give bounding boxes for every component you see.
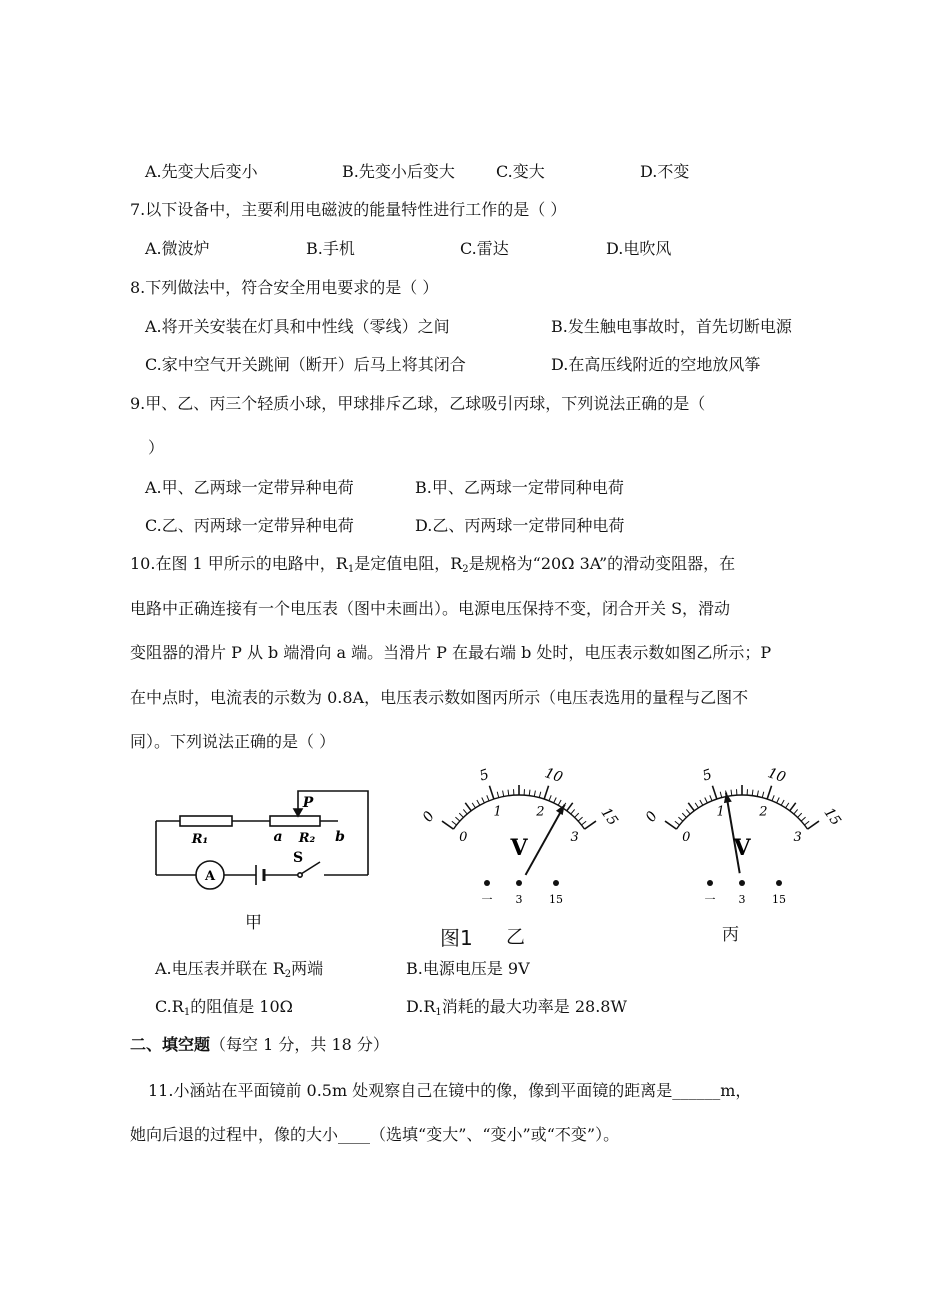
- meter-tick: [539, 792, 541, 798]
- meter-tick: [695, 803, 698, 808]
- meter-tick: [712, 786, 716, 799]
- meter-tick: [567, 803, 573, 811]
- meter-lower-label-0: 0: [682, 829, 691, 845]
- meter-upper-label-5: 5: [700, 766, 715, 785]
- meter-tick: [575, 813, 579, 817]
- meter-tick: [720, 792, 722, 798]
- q10-option-b: B.电源电压是 9V: [406, 959, 530, 978]
- meter-tick: [752, 790, 753, 796]
- q8-stem: 8.下列做法中，符合安全用电要求的是（ ）: [130, 278, 439, 297]
- meter-unit: V: [733, 835, 751, 861]
- meter-tick: [529, 790, 530, 796]
- q9-option-a: A.甲、乙两球一定带异种电荷: [145, 478, 354, 497]
- terminal-dot-minus: [707, 880, 713, 886]
- terminal-label-15: 15: [549, 893, 563, 906]
- meter-tick: [808, 821, 819, 829]
- meter-scale: [442, 785, 596, 829]
- terminal-dot-3: [516, 880, 522, 886]
- ammeter-label: A: [204, 869, 216, 884]
- q6-option-d: D.不变: [640, 162, 690, 181]
- meter-tick: [678, 817, 682, 821]
- meter-tick: [463, 809, 467, 814]
- terminal-dot-minus: [484, 880, 490, 886]
- voltmeter-yi: [415, 755, 635, 915]
- circuit-r1-label: R₁: [191, 832, 209, 847]
- meter-tick: [757, 791, 758, 797]
- meter-tick: [472, 803, 475, 808]
- q8-option-b: B.发生触电事故时，首先切断电源: [551, 317, 792, 336]
- caption-yi: 乙: [506, 926, 526, 948]
- meter-lower-label-2: 2: [536, 804, 545, 820]
- meter-tick: [585, 821, 596, 829]
- terminal-dot-15: [553, 880, 559, 886]
- meter-needle: [526, 805, 565, 875]
- q7-option-c: C.雷达: [460, 239, 509, 258]
- meter-upper-label-0: 0: [419, 808, 439, 826]
- meter-tick: [786, 803, 789, 808]
- meter-upper-label-15: 15: [597, 805, 621, 829]
- meter-tick: [578, 817, 582, 821]
- terminal-label-3: 3: [738, 893, 746, 906]
- meter-tick: [777, 797, 780, 802]
- meter-tick: [794, 809, 798, 814]
- meter-tick: [682, 813, 686, 817]
- terminal-label-minus: 一: [704, 893, 716, 906]
- meter-tick: [455, 817, 459, 821]
- meter-tick: [554, 797, 557, 802]
- q10-option-d: $D.R_1$消耗的最大功率是 28.8W: [406, 997, 627, 1018]
- meter-tick: [508, 790, 509, 796]
- needle-arrowhead: [724, 793, 732, 804]
- meter-tick: [772, 795, 774, 801]
- meter-tick: [465, 803, 471, 811]
- q9-stem-line1: 9.甲、乙、丙三个轻质小球，甲球排斥乙球，乙球吸引丙球，下列说法正确的是（: [130, 394, 706, 413]
- caption-bing: 丙: [722, 925, 739, 945]
- q6-option-a: A.先变大后变小: [145, 162, 258, 181]
- meter-tick: [534, 791, 535, 797]
- figure-number: 图1: [440, 926, 473, 950]
- q9-option-b: B.甲、乙两球一定带同种电荷: [415, 478, 624, 497]
- q7-stem: 7.以下设备中，主要利用电磁波的能量特性进行工作的是（ ）: [130, 200, 567, 219]
- meter-arc: [676, 795, 807, 829]
- meter-tick: [665, 821, 676, 829]
- q11-line1: 11.小涵站在平面镜前 0.5m 处观察自己在镜中的像，像到平面镜的距离是______m，: [148, 1081, 752, 1100]
- meter-tick: [558, 800, 561, 805]
- circuit-b-label: b: [335, 829, 345, 845]
- q7-option-a: A.微波炉: [145, 239, 210, 258]
- meter-tick: [549, 795, 551, 801]
- meter-tick: [705, 797, 708, 802]
- q10-stem-line4: 在中点时，电流表的示数为 0.8A，电压表示数如图丙所示（电压表选用的量程与乙图不: [130, 688, 749, 707]
- caption-jia: 甲: [245, 913, 262, 933]
- terminal-dot-3: [739, 880, 745, 886]
- q8-option-c: C.家中空气开关跳闸（断开）后马上将其闭合: [145, 355, 466, 374]
- meter-tick: [544, 786, 548, 799]
- q8-option-a: A.将开关安装在灯具和中性线（零线）之间: [145, 317, 450, 336]
- section2-title: 二、填空题: [130, 1035, 211, 1054]
- switch-label: S: [292, 850, 304, 866]
- meter-tick: [497, 792, 499, 798]
- meter-arc: [453, 795, 584, 829]
- meter-unit: V: [510, 835, 528, 861]
- q7-option-b: B.手机: [306, 239, 355, 258]
- terminal-label-minus: 一: [481, 893, 493, 906]
- q9-option-c: C.乙、丙两球一定带异种电荷: [145, 516, 354, 535]
- meter-tick: [452, 821, 457, 825]
- meter-tick: [686, 809, 690, 814]
- meter-tick: [801, 817, 805, 821]
- meter-lower-label-3: 3: [570, 829, 579, 845]
- circuit-a-label: a: [273, 829, 283, 845]
- meter-tick: [477, 800, 480, 805]
- q10-option-a: A.电压表并联在 $R_2$两端: [155, 959, 324, 980]
- meter-tick: [767, 786, 771, 799]
- q11-line2: 她向后退的过程中，像的大小____（选填“变大”、“变小”或“不变”）。: [130, 1125, 620, 1144]
- q10-stem-line1: 10.在图 1 甲所示的电路中，$R_1$是定值电阻，$R_2$是规格为“20Ω 3A”的滑动变阻器，在: [130, 554, 736, 575]
- meter-upper-label-5: 5: [477, 766, 492, 785]
- q10-stem-line5: 同）。下列说法正确的是（ ）: [130, 732, 336, 751]
- meter-lower-label-2: 2: [759, 804, 768, 820]
- q6-option-c: C.变大: [496, 162, 545, 181]
- meter-tick: [798, 813, 802, 817]
- q9-option-d: D.乙、丙两球一定带同种电荷: [415, 516, 625, 535]
- q11-blank-2[interactable]: ____: [338, 1125, 371, 1144]
- meter-lower-label-3: 3: [793, 829, 802, 845]
- q8-option-d: D.在高压线附近的空地放风筝: [551, 355, 761, 374]
- meter-tick: [781, 800, 784, 805]
- meter-upper-label-15: 15: [820, 805, 844, 829]
- section2-heading: [130, 1034, 389, 1056]
- meter-tick: [503, 791, 504, 797]
- meter-tick: [700, 800, 703, 805]
- circuit-diagram: [148, 785, 378, 895]
- q10-option-c: $C.R_1$的阻值是 10Ω: [155, 997, 293, 1018]
- q10-stem-line3: 变阻器的滑片 P 从 b 端滑向 a 端。当滑片 P 在最右端 b 处时，电压表示数如图乙所示；P: [130, 643, 772, 662]
- terminal-label-15: 15: [772, 893, 786, 906]
- meter-tick: [581, 821, 586, 825]
- terminal-dot-15: [776, 880, 782, 886]
- meter-upper-label-0: 0: [642, 808, 662, 826]
- q11-blank-1[interactable]: ______: [672, 1081, 721, 1100]
- voltmeter-bing: [638, 755, 858, 915]
- meter-tick: [710, 795, 712, 801]
- meter-lower-label-0: 0: [459, 829, 468, 845]
- meter-lower-label-1: 1: [716, 804, 725, 820]
- meter-tick: [731, 790, 732, 796]
- meter-tick: [482, 797, 485, 802]
- section2-note: （每空 1 分，共 18 分）: [210, 1035, 389, 1054]
- meter-tick: [762, 792, 764, 798]
- meter-tick: [442, 821, 453, 829]
- meter-tick: [489, 786, 493, 799]
- q6-option-b: B.先变小后变大: [342, 162, 455, 181]
- terminal-label-3: 3: [515, 893, 523, 906]
- meter-tick: [688, 803, 694, 811]
- meter-scale: [665, 785, 819, 829]
- circuit-r2-label: R₂: [298, 831, 316, 846]
- q10-stem-line2: 电路中正确连接有一个电压表（图中未画出）。电源电压保持不变，闭合开关 S，滑动: [130, 599, 731, 618]
- meter-upper-label-10: 10: [765, 765, 788, 786]
- circuit-p-label: P: [302, 795, 314, 811]
- meter-tick: [804, 821, 809, 825]
- meter-tick: [675, 821, 680, 825]
- meter-tick: [487, 795, 489, 801]
- meter-upper-label-10: 10: [542, 765, 565, 786]
- q7-option-d: D.电吹风: [606, 239, 672, 258]
- meter-tick: [790, 803, 796, 811]
- meter-tick: [459, 813, 463, 817]
- meter-tick: [571, 809, 575, 814]
- meter-lower-label-1: 1: [493, 804, 502, 820]
- meter-needle: [726, 793, 740, 874]
- q9-stem-line2: ）: [148, 438, 165, 457]
